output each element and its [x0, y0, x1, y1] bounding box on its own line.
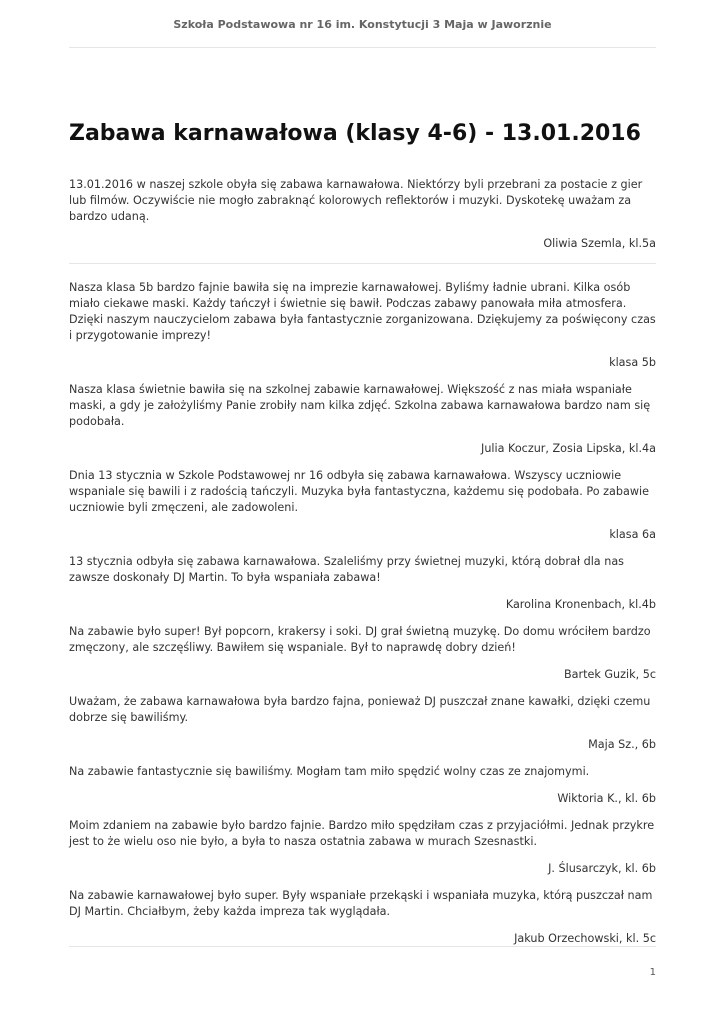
entry-text: Dnia 13 stycznia w Szkole Podstawowej nr 16 odbyła się zabawa karnawałowa. Wszyscy uczniowie wspaniale się bawili i z radością tańczyli. Muzyka była fantastyczna, każdemu się podobała. Po zabawie uczniowie byli zmęczeni, ale zadowoleni.: [69, 469, 649, 514]
entries-list: [69, 280, 656, 947]
section-divider: [69, 263, 656, 264]
entry-author: J. Ślusarczyk, kl. 6b: [548, 862, 656, 875]
entry-author: Bartek Guzik, 5c: [563, 668, 656, 681]
entry-author: Maja Sz., 6b: [588, 738, 656, 751]
school-header: Szkoła Podstawowa nr 16 im. Konstytucji 3 Maja w Jaworznie: [173, 18, 552, 31]
header-divider: [69, 47, 656, 48]
page-number: 1: [649, 967, 656, 978]
entry-author: Wiktoria K., kl. 6b: [557, 792, 656, 805]
entry-author: klasa 6a: [609, 528, 656, 541]
entry-text: 13 stycznia odbyła się zabawa karnawałowa. Szaleliśmy przy świetnej muzyki, którą dobrał dla nas zawsze doskonały DJ Martin. To była wspaniała zabawa!: [69, 555, 624, 584]
entry-text: Na zabawie było super! Był popcorn, krakersy i soki. DJ grał świetną muzykę. Do domu wróciłem bardzo zmęczony, ale szczęśliwy. Bawiłem się wspaniale. Był to naprawdę dobry dzień!: [69, 625, 651, 654]
intro-author: Oliwia Szemla, kl.5a: [543, 237, 656, 250]
entry-text: Uważam, że zabawa karnawałowa była bardzo fajna, ponieważ DJ puszczał znane kawałki, dzięki czemu dobrze się bawiliśmy.: [69, 695, 651, 724]
entry-author: Julia Koczur, Zosia Lipska, kl.4a: [481, 442, 656, 455]
entry-text: Nasza klasa 5b bardzo fajnie bawiła się na imprezie karnawałowej. Byliśmy ładnie ubrani. Kilka osób miało ciekawe maski. Każdy tańczył i świetnie się bawił. Podczas zabawy panowała miła atmosfera. Dzięki naszym nauczycielom zabawa była fantastycznie zorganizowana. Dziękujemy za poświęcony czas i przygotowanie imprezy!: [69, 281, 656, 342]
intro-text: 13.01.2016 w naszej szkole obyła się zabawa karnawałowa. Niektórzy byli przebrani za postacie z gier lub filmów. Oczywiście nie mogło zabraknąć kolorowych reflektorów i muzyki. Dyskotekę uważam za bardzo udaną.: [69, 178, 643, 223]
entry-author: Jakub Orzechowski, kl. 5c: [514, 932, 656, 945]
intro-section: [69, 177, 656, 252]
entry-text: Na zabawie fantastycznie się bawiliśmy. Mogłam tam miło spędzić wolny czas ze znajomymi.: [69, 765, 590, 778]
entry-text: Nasza klasa świetnie bawiła się na szkolnej zabawie karnawałowej. Większość z nas miała wspaniałe maski, a gdy je założyliśmy Panie zrobiły nam kilka zdjęć. Szkolna zabawa karnawałowa bardzo nam się podobała.: [69, 383, 651, 428]
footer-divider: [69, 946, 656, 947]
page-title: Zabawa karnawałowa (klasy 4-6) - 13.01.2016: [69, 121, 641, 146]
entry-text: Na zabawie karnawałowej było super. Były wspaniałe przekąski i wspaniała muzyka, którą puszczał nam DJ Martin. Chciałbym, żeby każda impreza tak wyglądała.: [69, 889, 653, 918]
entry-author: Karolina Kronenbach, kl.4b: [505, 598, 656, 611]
entry-author: klasa 5b: [609, 356, 656, 369]
entry-text: Moim zdaniem na zabawie było bardzo fajnie. Bardzo miło spędziłam czas z przyjaciółmi. Jednak przykre jest to że wielu oso nie było, a była to nasza ostatnia zabawa w murach Szesnastki.: [69, 819, 655, 848]
